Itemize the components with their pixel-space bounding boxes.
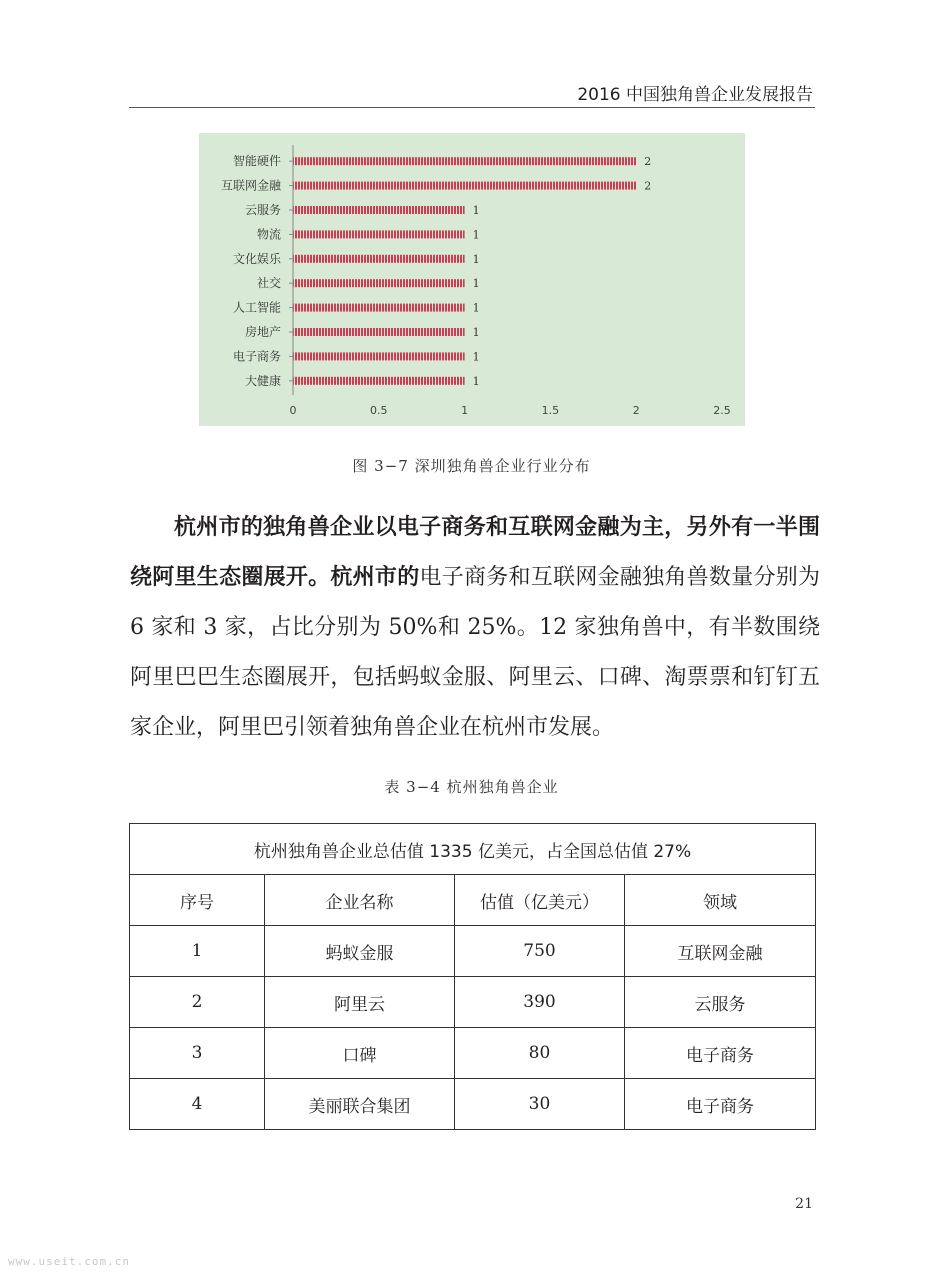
category-label: 物流 (256, 227, 281, 242)
x-tick-label: 1 (461, 404, 469, 417)
category-label: 文化娱乐 (232, 251, 281, 266)
paragraph-bold-lead: 杭州市的独角兽企业以电子商务和互联网金融为主，另外有一半围绕阿里生态圈展开。杭州市的 (130, 515, 820, 590)
sector-name: 电子商务 (625, 1079, 816, 1130)
hangzhou-unicorn-table (129, 823, 816, 1130)
bar (293, 304, 465, 312)
page-number: 21 (795, 1196, 813, 1212)
row-index: 2 (130, 977, 265, 1028)
row-index: 3 (130, 1028, 265, 1079)
bar-data-label: 1 (472, 374, 480, 388)
bar-data-label: 2 (644, 179, 652, 193)
column-header-sector: 领域 (625, 875, 816, 926)
x-tick-label: 0 (289, 404, 297, 417)
category-label: 电子商务 (232, 349, 281, 364)
bar (293, 279, 465, 287)
bar-data-label: 1 (472, 252, 480, 266)
table-caption: 表 3−4 杭州独角兽企业 (384, 778, 559, 796)
category-label: 智能硬件 (232, 154, 281, 169)
paragraph-body-text: 电子商务和互联网金融独角兽数量分别为 6 家和 3 家，占比分别为 50%和 25%。12 家独角兽中，有半数围绕阿里巴巴生态圈展开，包括蚂蚁金服、阿里云、口碑、淘票票和钉钉五家企业，阿里巴引领着独角兽企业在杭州市发展。 (130, 565, 820, 740)
x-tick-label: 2 (632, 404, 640, 417)
bar (293, 328, 465, 336)
site-watermark: www.useit.com.cn (8, 1255, 130, 1268)
bar (293, 206, 465, 214)
sector-name: 电子商务 (625, 1028, 816, 1079)
sector-name: 云服务 (625, 977, 816, 1028)
sector-name: 互联网金融 (625, 926, 816, 977)
row-index: 4 (130, 1079, 265, 1130)
column-header-valuation: 估值（亿美元） (455, 875, 625, 926)
category-label: 云服务 (244, 203, 281, 217)
bar (293, 352, 465, 360)
x-tick-label: 1.5 (541, 404, 560, 417)
header-divider (129, 107, 815, 108)
company-name: 口碑 (265, 1028, 455, 1079)
bar-data-label: 1 (472, 228, 480, 242)
bar-data-label: 1 (472, 277, 480, 291)
bar (293, 255, 465, 263)
valuation-value: 80 (455, 1028, 625, 1079)
bar (293, 157, 636, 165)
bar (293, 377, 465, 385)
bar (293, 182, 636, 190)
bar (293, 230, 465, 238)
company-name: 美丽联合集团 (265, 1079, 455, 1130)
company-name: 阿里云 (265, 977, 455, 1028)
bar-data-label: 1 (472, 350, 480, 364)
table-title-row (130, 824, 816, 875)
chart-plot-area (221, 145, 731, 417)
industry-bar-chart (199, 133, 745, 426)
x-tick-label: 0.5 (370, 404, 388, 417)
bar-data-label: 1 (472, 326, 480, 339)
bar-data-label: 1 (472, 204, 480, 217)
column-header-company: 企业名称 (265, 875, 455, 926)
body-paragraph (130, 503, 820, 753)
table-title: 杭州独角兽企业总估值 1335 亿美元，占全国总估值 27% (130, 824, 816, 875)
x-tick-label: 2.5 (713, 404, 731, 417)
category-label: 大健康 (244, 373, 281, 388)
table-header-row (130, 875, 816, 926)
category-label: 社交 (256, 276, 281, 291)
table-row (130, 1028, 816, 1079)
figure-caption: 图 3−7 深圳独角兽企业行业分布 (352, 457, 591, 475)
table-row (130, 1079, 816, 1130)
report-header-title: 2016 中国独角兽企业发展报告 (577, 85, 813, 105)
table-row (130, 926, 816, 977)
valuation-value: 390 (455, 977, 625, 1028)
valuation-value: 30 (455, 1079, 625, 1130)
category-label: 房地产 (244, 325, 281, 339)
category-label: 人工智能 (232, 300, 281, 315)
row-index: 1 (130, 926, 265, 977)
valuation-value: 750 (455, 926, 625, 977)
table-row (130, 977, 816, 1028)
bar-data-label: 1 (472, 301, 480, 315)
company-name: 蚂蚁金服 (265, 926, 455, 977)
category-label: 互联网金融 (220, 178, 281, 193)
bar-data-label: 2 (644, 155, 652, 169)
column-header-index: 序号 (130, 875, 265, 926)
